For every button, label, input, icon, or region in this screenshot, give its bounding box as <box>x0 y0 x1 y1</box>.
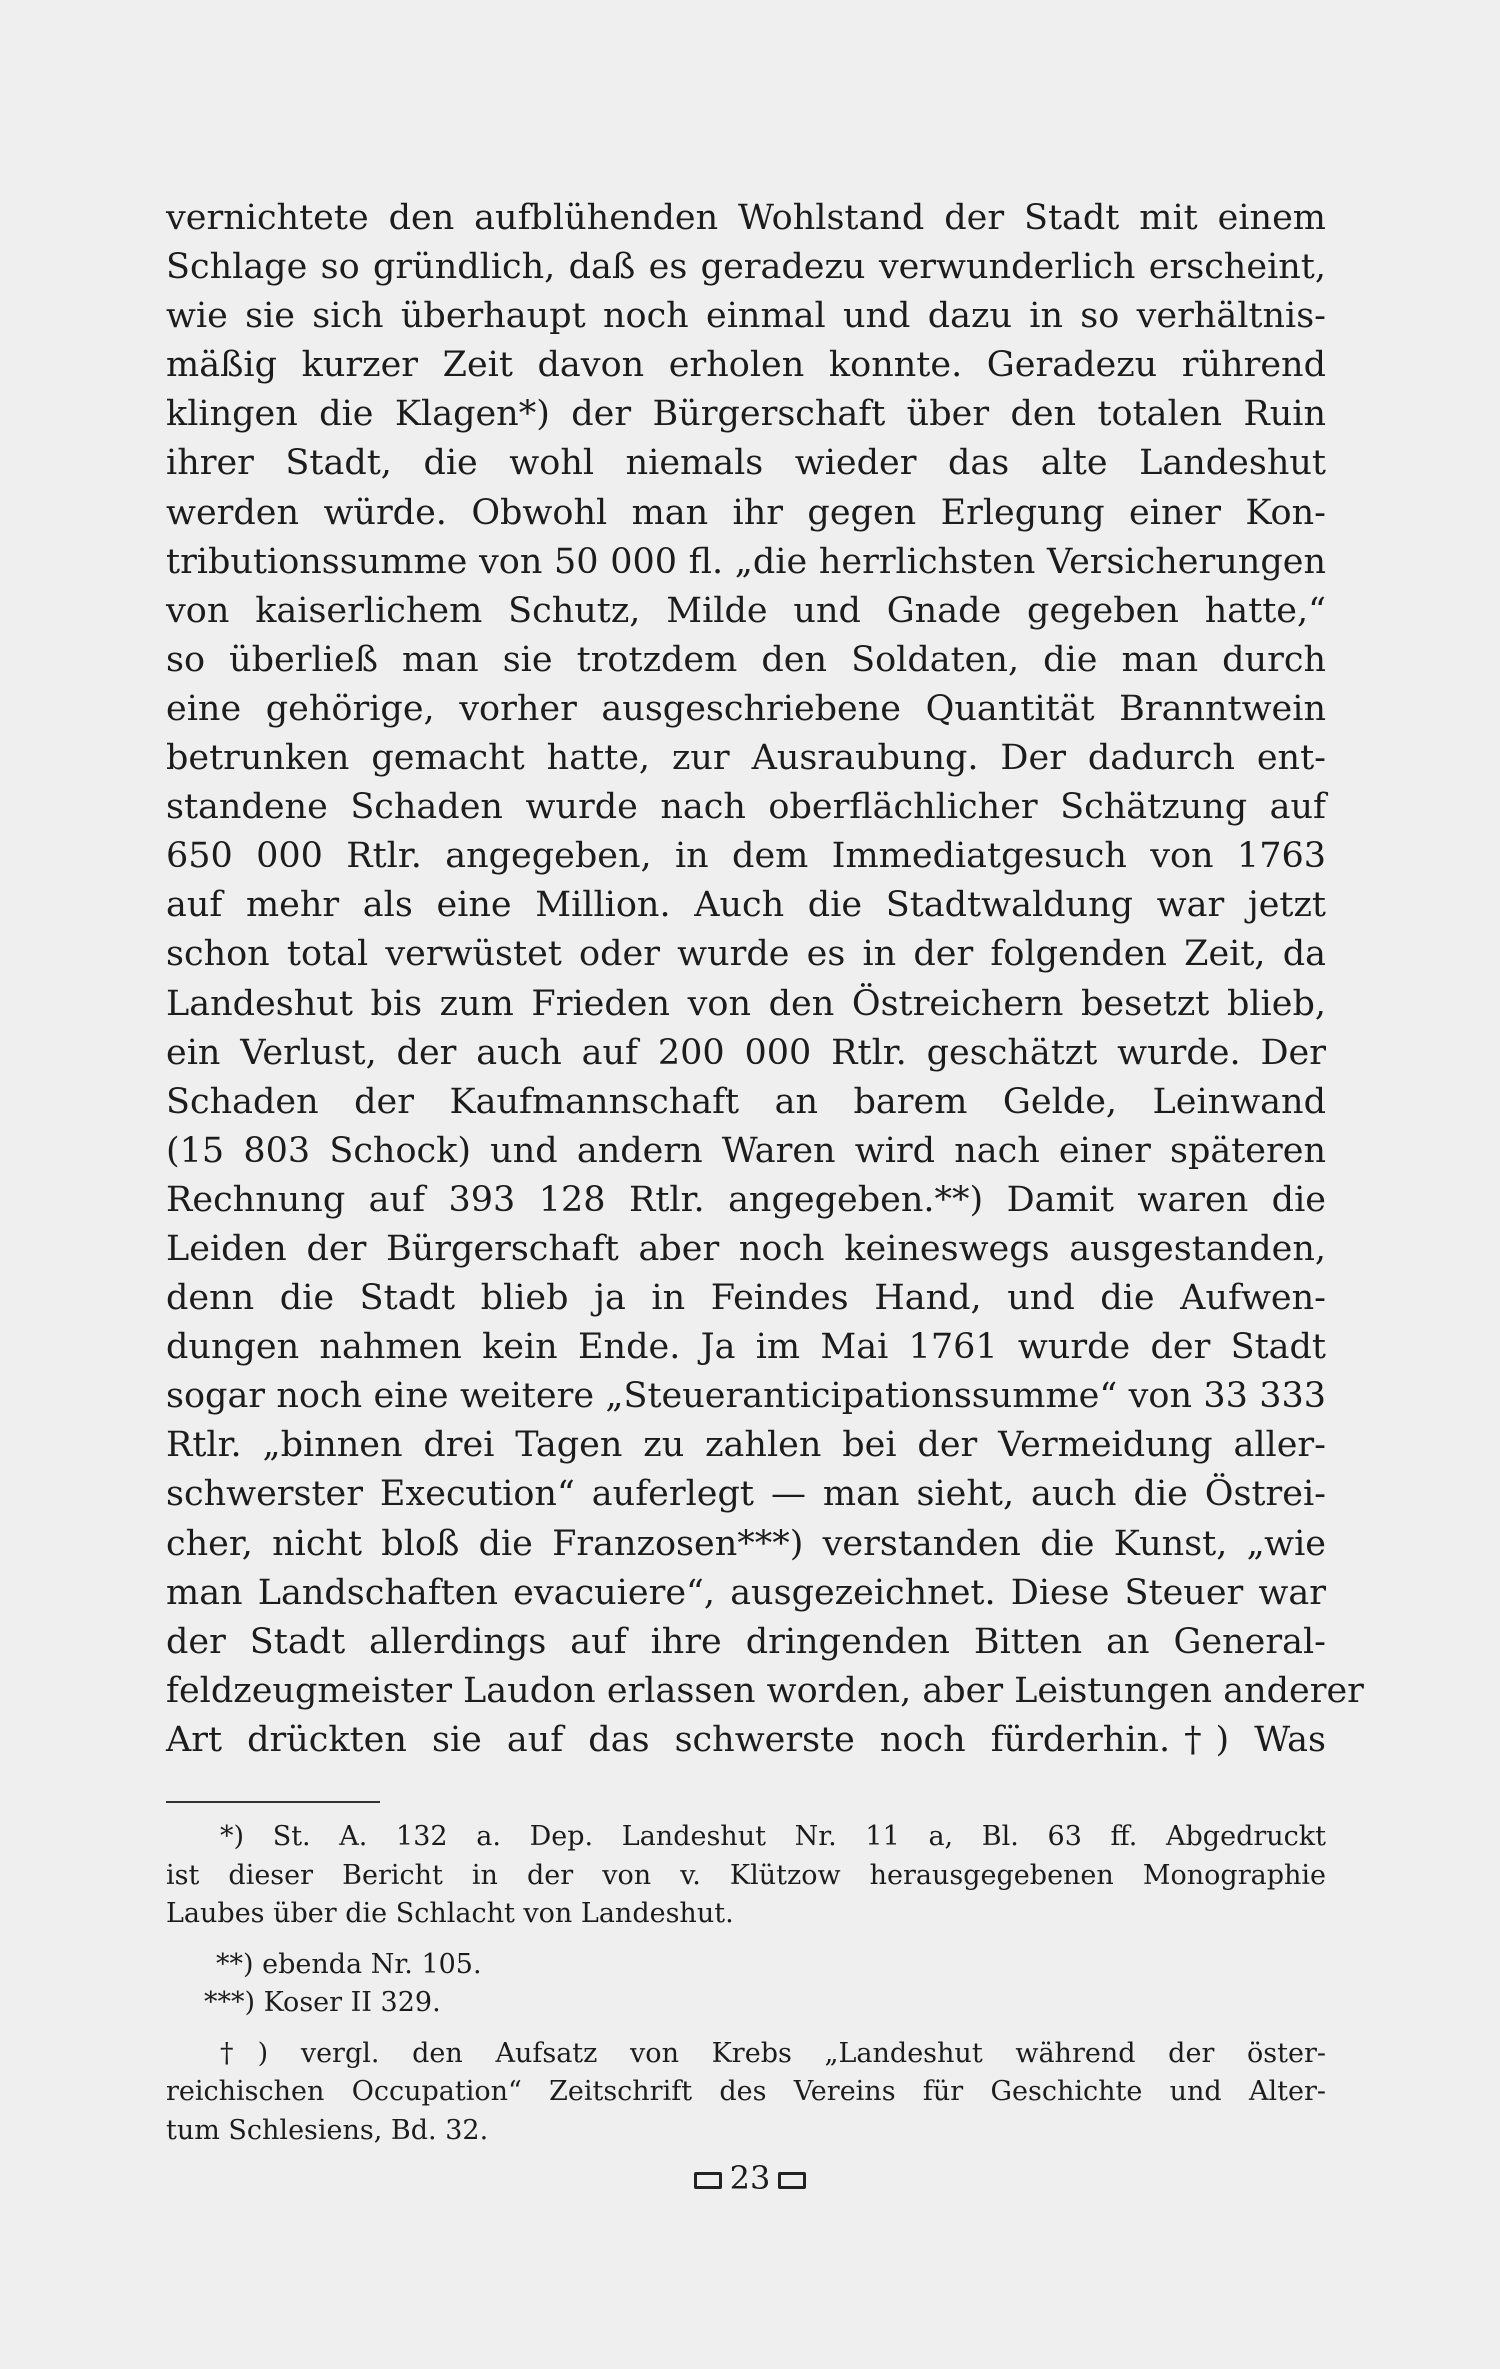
body-line: ihrer Stadt, die wohl niemals wieder das alte Landeshut <box>166 443 1326 484</box>
footnote: **) ebenda Nr. 105. <box>216 1948 482 1980</box>
body-line: (15 803 Schock) und andern Waren wird nach einer späteren <box>166 1130 1326 1171</box>
ornament-box-icon <box>778 2172 806 2189</box>
page-number <box>0 2158 1500 2198</box>
body-line: werden würde. Obwohl man ihr gegen Erlegung einer Kon- <box>166 492 1326 533</box>
footnote <box>166 1818 1326 1857</box>
body-line: klingen die Klagen*) der Bürgerschaft über den totalen Ruin <box>166 394 1326 435</box>
body-line: so überließ man sie trotzdem den Soldaten, die man durch <box>166 639 1326 680</box>
footnotes <box>166 1818 1326 2150</box>
body-line: Leiden der Bürgerschaft aber noch keineswegs ausgestanden, <box>166 1228 1326 1269</box>
body-line: Schaden der Kaufmannschaft an barem Gelde, Leinwand <box>166 1081 1326 1122</box>
body-line: ein Verlust, der auch auf 200 000 Rtlr. geschätzt wurde. Der <box>166 1032 1326 1073</box>
footnote: ***) Koser II 329. <box>204 1987 441 2018</box>
footnote-line: †) vergl. den Aufsatz von Krebs „Landeshut während der öster- <box>220 2037 1326 2069</box>
footnote-line: tum Schlesiens, Bd. 32. <box>166 2114 489 2146</box>
body-line: wie sie sich überhaupt noch einmal und dazu in so verhältnis- <box>166 296 1326 337</box>
footnote <box>166 2035 1326 2151</box>
footnote <box>166 1857 1326 1934</box>
body-line: schwerster Execution“ auferlegt — man sieht, auch die Östrei- <box>166 1474 1326 1515</box>
footnote-line: ist dieser Bericht in der von v. Klützow herausgegebenen Monographie <box>166 1859 1326 1891</box>
body-line: 650 000 Rtlr. angegeben, in dem Immediatgesuch von 1763 <box>166 836 1326 877</box>
page-number-text: 23 <box>729 2159 771 2197</box>
body-line: dungen nahmen kein Ende. Ja im Mai 1761 wurde der Stadt <box>166 1327 1326 1368</box>
footnote-line: Laubes über die Schlacht von Landeshut. <box>166 1898 734 1929</box>
body-line: Landeshut bis zum Frieden von den Östreichern besetzt blieb, <box>166 983 1326 1024</box>
body-line: man Landschaften evacuiere“, ausgezeichnet. Diese Steuer war <box>166 1572 1326 1613</box>
body-line: eine gehörige, vorher ausgeschriebene Quantität Branntwein <box>166 688 1326 729</box>
body-line: Rechnung auf 393 128 Rtlr. angegeben.**) Damit waren die <box>166 1179 1326 1220</box>
footnote-line: reichischen Occupation“ Zeitschrift des Vereins für Geschichte und Alter- <box>166 2076 1326 2107</box>
body-line: denn die Stadt blieb ja in Feindes Hand, und die Aufwen- <box>166 1278 1326 1319</box>
body-line: Rtlr. „binnen drei Tagen zu zahlen bei der Vermeidung aller- <box>166 1425 1326 1466</box>
body-line: betrunken gemacht hatte, zur Ausraubung. Der dadurch ent- <box>166 738 1326 779</box>
body-line: sogar noch eine weitere „Steueranticipationssumme“ von 33 333 <box>166 1376 1326 1417</box>
body-line: standene Schaden wurde nach oberflächlicher Schätzung auf <box>166 787 1326 828</box>
body-line: Schlage so gründlich, daß es geradezu verwunderlich erscheint, <box>166 247 1326 288</box>
body-line: auf mehr als eine Million. Auch die Stadtwaldung war jetzt <box>166 885 1326 926</box>
body-line: schon total verwüstet oder wurde es in der folgenden Zeit, da <box>166 934 1326 975</box>
body-line: vernichtete den aufblühenden Wohlstand der Stadt mit einem <box>166 198 1326 238</box>
body-line: von kaiserlichem Schutz, Milde und Gnade gegeben hatte,“ <box>166 590 1326 631</box>
body-line: Art drückten sie auf das schwerste noch fürderhin.†) Was <box>166 1719 1326 1760</box>
footnote-divider <box>166 1801 380 1803</box>
footnote-line: *) St. A. 132 a. Dep. Landeshut Nr. 11 a, Bl. 63 ff. Abgedruckt <box>220 1821 1326 1852</box>
body-text <box>166 194 1364 1765</box>
body-line: cher, nicht bloß die Franzosen***) verstanden die Kunst, „wie <box>166 1523 1326 1564</box>
body-line: tributionssumme von 50 000 fl. „die herrlichsten Versicherungen <box>166 541 1326 582</box>
ornament-box-icon <box>694 2172 722 2189</box>
body-line: feldzeugmeister Laudon erlassen worden, aber Leistungen anderer <box>166 1670 1364 1711</box>
body-line: mäßig kurzer Zeit davon erholen konnte. Geradezu rührend <box>166 345 1326 386</box>
body-line: der Stadt allerdings auf ihre dringenden Bitten an General- <box>166 1621 1326 1662</box>
